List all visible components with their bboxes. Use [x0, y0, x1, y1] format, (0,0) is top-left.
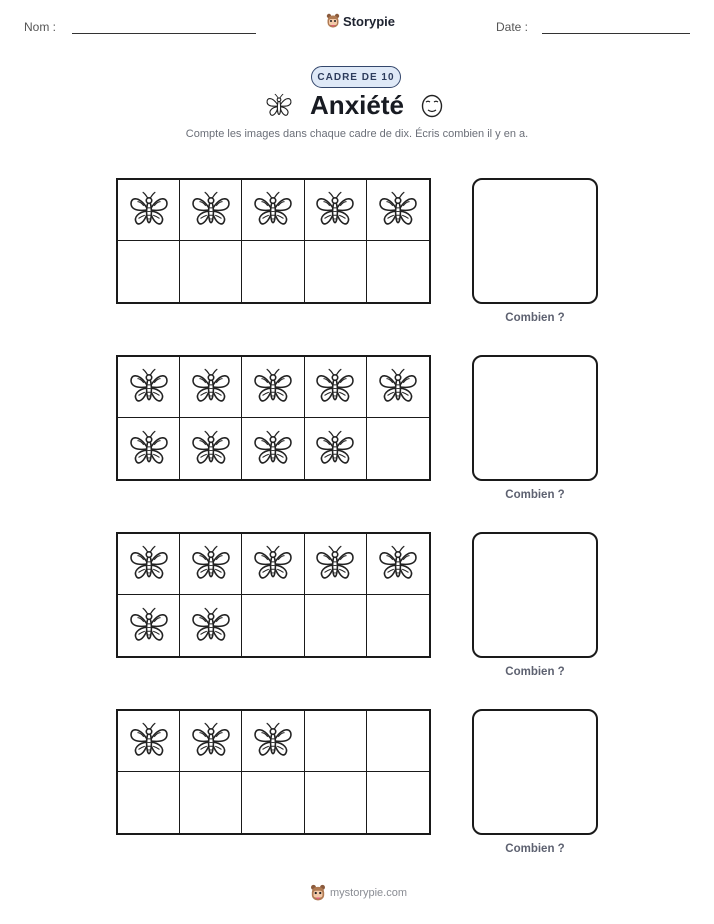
instructions: Compte les images dans chaque cadre de dix. Écris combien il y en a. — [185, 128, 529, 140]
frame-cell — [242, 241, 304, 302]
name-label: Nom : — [24, 20, 57, 34]
answer-box-2[interactable] — [472, 355, 598, 481]
frame-cell — [242, 595, 304, 656]
ten-frame-2 — [116, 355, 431, 481]
frame-cell — [180, 595, 242, 656]
frame-cell — [118, 418, 180, 479]
butterfly-icon — [128, 428, 170, 470]
frame-cell — [305, 357, 367, 418]
butterfly-icon — [128, 605, 170, 647]
frame-cell — [305, 180, 367, 241]
butterfly-icon — [252, 720, 294, 762]
frame-cell — [305, 241, 367, 302]
frame-cell — [242, 772, 304, 833]
butterfly-icon — [190, 720, 232, 762]
storypie-mascot-icon — [310, 884, 326, 902]
butterfly-icon — [377, 366, 419, 408]
frame-cell — [242, 357, 304, 418]
butterfly-icon — [252, 543, 294, 585]
category-badge: CADRE DE 10 — [311, 66, 401, 88]
answer-box-3[interactable] — [472, 532, 598, 658]
butterfly-icon — [314, 189, 356, 231]
frame-cell — [118, 595, 180, 656]
ten-frame-3 — [116, 532, 431, 658]
answer-prompt: Combien ? — [505, 843, 565, 855]
date-label: Date : — [496, 20, 529, 34]
frame-cell — [305, 534, 367, 595]
answer-prompt: Combien ? — [505, 489, 565, 501]
frame-cell — [367, 180, 429, 241]
answer-box-1[interactable] — [472, 178, 598, 304]
butterfly-icon — [314, 366, 356, 408]
butterfly-icon — [314, 543, 356, 585]
frame-cell — [367, 241, 429, 302]
butterfly-icon — [377, 189, 419, 231]
ten-frame-1 — [116, 178, 431, 304]
frame-cell — [118, 534, 180, 595]
frame-cell — [118, 241, 180, 302]
frame-cell — [180, 534, 242, 595]
butterfly-icon — [128, 366, 170, 408]
butterfly-icon — [252, 189, 294, 231]
frame-cell — [242, 711, 304, 772]
anxious-face-icon — [421, 94, 443, 118]
frame-cell — [242, 418, 304, 479]
frame-cell — [180, 772, 242, 833]
ten-frame-4 — [116, 709, 431, 835]
frame-cell — [180, 180, 242, 241]
butterfly-icon — [190, 189, 232, 231]
footer — [310, 884, 407, 902]
butterfly-icon — [377, 543, 419, 585]
frame-cell — [305, 772, 367, 833]
frame-cell — [367, 357, 429, 418]
butterfly-icon — [190, 605, 232, 647]
butterfly-icon — [128, 720, 170, 762]
frame-cell — [118, 180, 180, 241]
answer-box-4[interactable] — [472, 709, 598, 835]
frame-cell — [118, 357, 180, 418]
butterfly-icon — [128, 189, 170, 231]
butterfly-icon — [128, 543, 170, 585]
frame-cell — [367, 534, 429, 595]
frame-cell — [367, 772, 429, 833]
frame-cell — [305, 711, 367, 772]
butterfly-icon — [252, 366, 294, 408]
butterfly-icon — [190, 543, 232, 585]
frame-cell — [305, 595, 367, 656]
frame-cell — [180, 357, 242, 418]
answer-prompt: Combien ? — [505, 312, 565, 324]
storypie-mascot-icon — [326, 13, 340, 29]
name-line[interactable] — [72, 33, 256, 34]
frame-cell — [367, 595, 429, 656]
butterfly-icon — [190, 366, 232, 408]
frame-cell — [367, 711, 429, 772]
date-line[interactable] — [542, 33, 690, 34]
frame-cell — [180, 418, 242, 479]
butterfly-icon — [190, 428, 232, 470]
butterfly-icon — [252, 428, 294, 470]
frame-cell — [367, 418, 429, 479]
butterfly-icon — [314, 428, 356, 470]
brand-logo — [326, 13, 395, 29]
brand-name: Storypie — [343, 13, 396, 29]
footer-url[interactable]: mystorypie.com — [330, 887, 408, 899]
frame-cell — [180, 241, 242, 302]
frame-cell — [118, 711, 180, 772]
answer-prompt: Combien ? — [505, 666, 565, 678]
frame-cell — [305, 418, 367, 479]
frame-cell — [180, 711, 242, 772]
page-title: Anxiété — [310, 90, 404, 120]
frame-cell — [242, 534, 304, 595]
frame-cell — [118, 772, 180, 833]
frame-cell — [242, 180, 304, 241]
